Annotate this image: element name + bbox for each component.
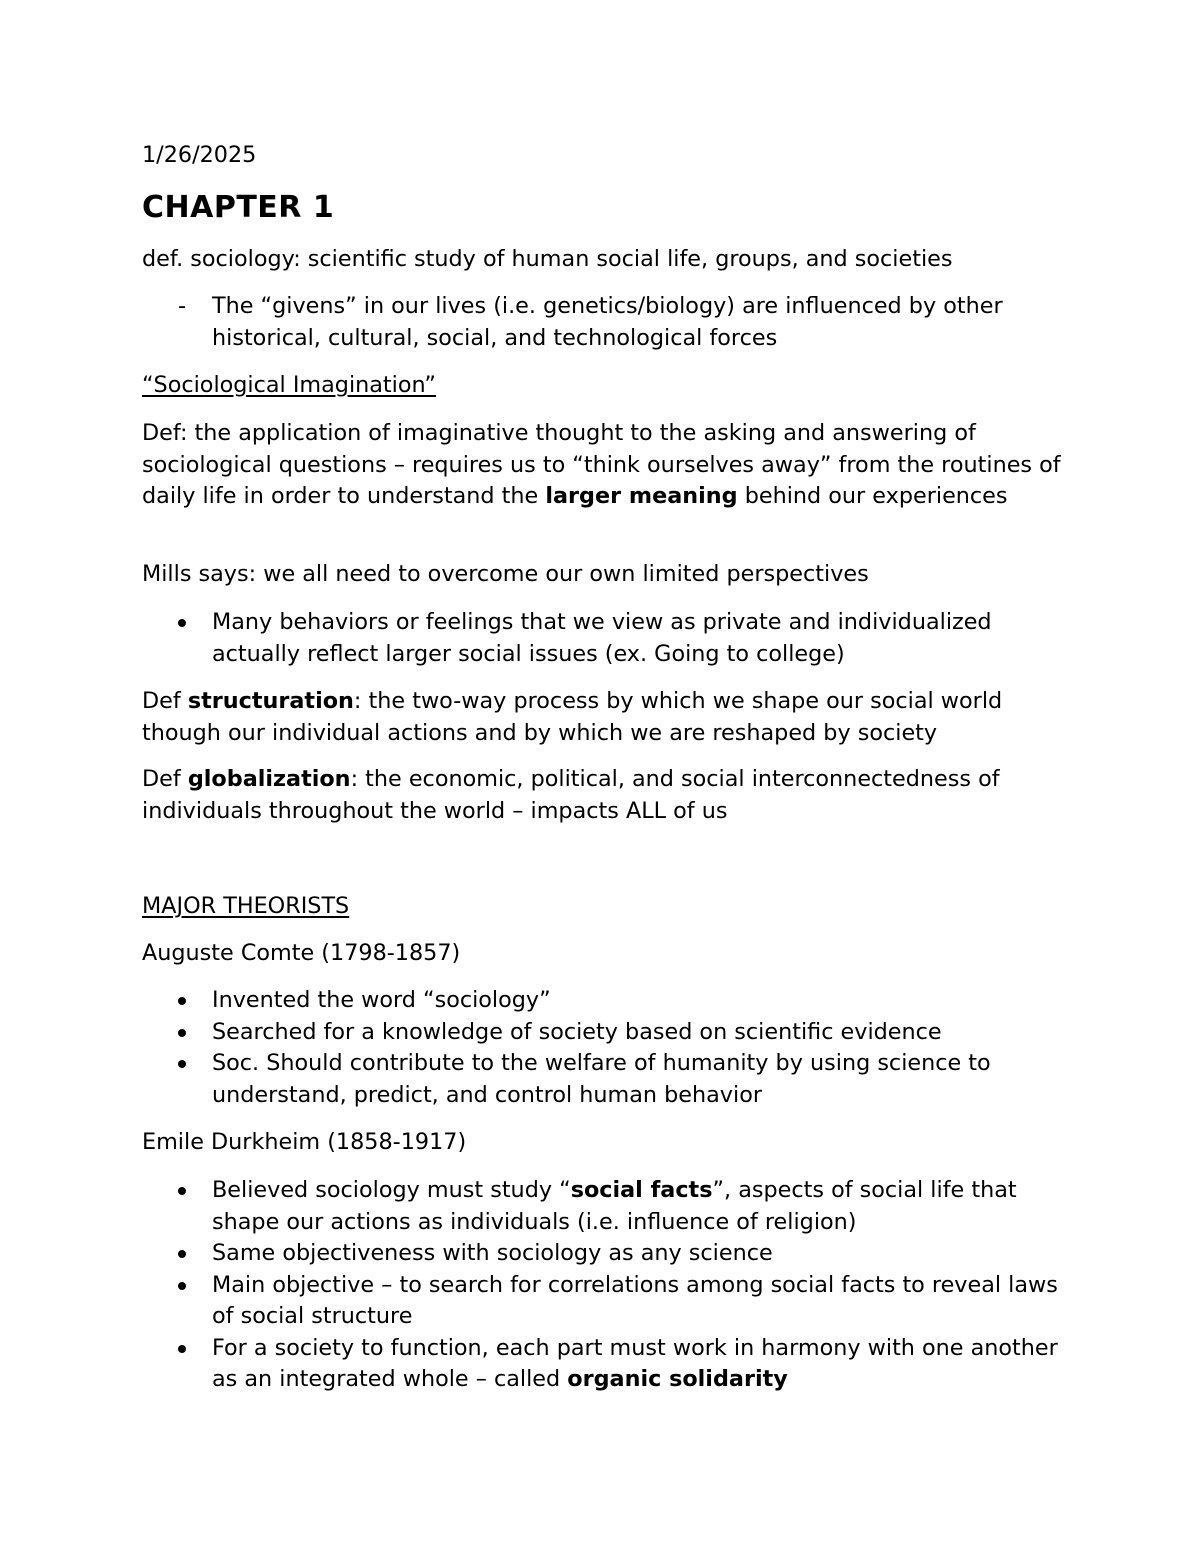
givens-list	[142, 291, 1062, 354]
definition-text-end: behind our experiences	[737, 483, 1008, 509]
list-item	[142, 985, 1062, 1017]
bullet-text: Searched for a knowledge of society based on scientific evidence	[212, 1018, 942, 1045]
givens-text: The “givens” in our lives (i.e. genetics/biology) are influenced by other historical, cultural, social, and technological forces	[212, 293, 1003, 351]
durkheim-name: Emile Durkheim (1858-1917)	[142, 1129, 467, 1155]
list-item	[142, 291, 1062, 354]
bullet-text: Invented the word “sociology”	[212, 987, 551, 1013]
list-item	[142, 1270, 1062, 1333]
sociological-imagination-definition	[142, 418, 1062, 513]
bullet-text: Main objective – to search for correlations among social facts to reveal laws of social structure	[212, 1271, 1058, 1329]
globalization-definition	[142, 764, 1062, 827]
globalization-term: globalization	[187, 766, 351, 792]
definition-text: Def: the application of imaginative thought to the asking and answering of sociological questions – requires us to “think ourselves away” from the routines of daily life in order to understand the	[142, 420, 1061, 509]
list-item	[142, 1048, 1062, 1111]
bullet-text: Soc. Should contribute to the welfare of humanity by using science to understand, predict, and control human behavior	[212, 1050, 991, 1108]
bullet-text	[212, 1335, 1058, 1393]
list-item	[142, 1175, 1062, 1238]
dash-marker: -	[177, 293, 187, 319]
list-item	[142, 607, 1062, 670]
structuration-definition	[142, 686, 1062, 749]
comte-bullet-list	[142, 985, 1062, 1111]
globalization-text: : the economic, political, and social interconnectedness of individuals throughout the world – impacts ALL of us	[142, 766, 1000, 824]
bullet-text-start: Believed sociology must study “	[212, 1177, 571, 1203]
list-item	[142, 1238, 1062, 1270]
list-item	[142, 1017, 1062, 1049]
mills-says: Mills says: we all need to overcome our own limited perspectives	[142, 561, 869, 587]
major-theorists-heading: MAJOR THEORISTS	[142, 893, 350, 919]
structuration-text: : the two-way process by which we shape our social world though our individual actions and by which we are reshaped by society	[142, 688, 1003, 746]
organic-solidarity-term: organic solidarity	[567, 1366, 788, 1392]
chapter-title: CHAPTER 1	[142, 190, 335, 225]
bullet-text: Many behaviors or feelings that we view as private and individualized actually reflect larger social issues (ex. Going to college)	[212, 609, 992, 667]
larger-meaning-term: larger meaning	[545, 483, 738, 509]
mills-bullet-list	[142, 607, 1062, 670]
def-prefix: Def	[142, 766, 188, 792]
bullet-text-start: For a society to function, each part must work in harmony with one another as an integrated whole – called	[212, 1334, 1058, 1392]
durkheim-bullet-list	[142, 1175, 1062, 1396]
bullet-text-end: ”, aspects of social life that shape our actions as individuals (i.e. influence of religion)	[212, 1177, 1017, 1235]
structuration-term: structuration	[187, 688, 354, 714]
def-prefix: Def	[142, 688, 188, 714]
bullet-text	[212, 1177, 1017, 1235]
bullet-text: Same objectiveness with sociology as any science	[212, 1240, 773, 1266]
sociology-definition: def. sociology: scientific study of human social life, groups, and societies	[142, 246, 953, 272]
sociological-imagination-heading: “Sociological Imagination”	[142, 372, 436, 398]
comte-name: Auguste Comte (1798-1857)	[142, 940, 461, 966]
social-facts-term: social facts	[570, 1177, 713, 1203]
list-item	[142, 1333, 1062, 1396]
date: 1/26/2025	[142, 142, 257, 168]
